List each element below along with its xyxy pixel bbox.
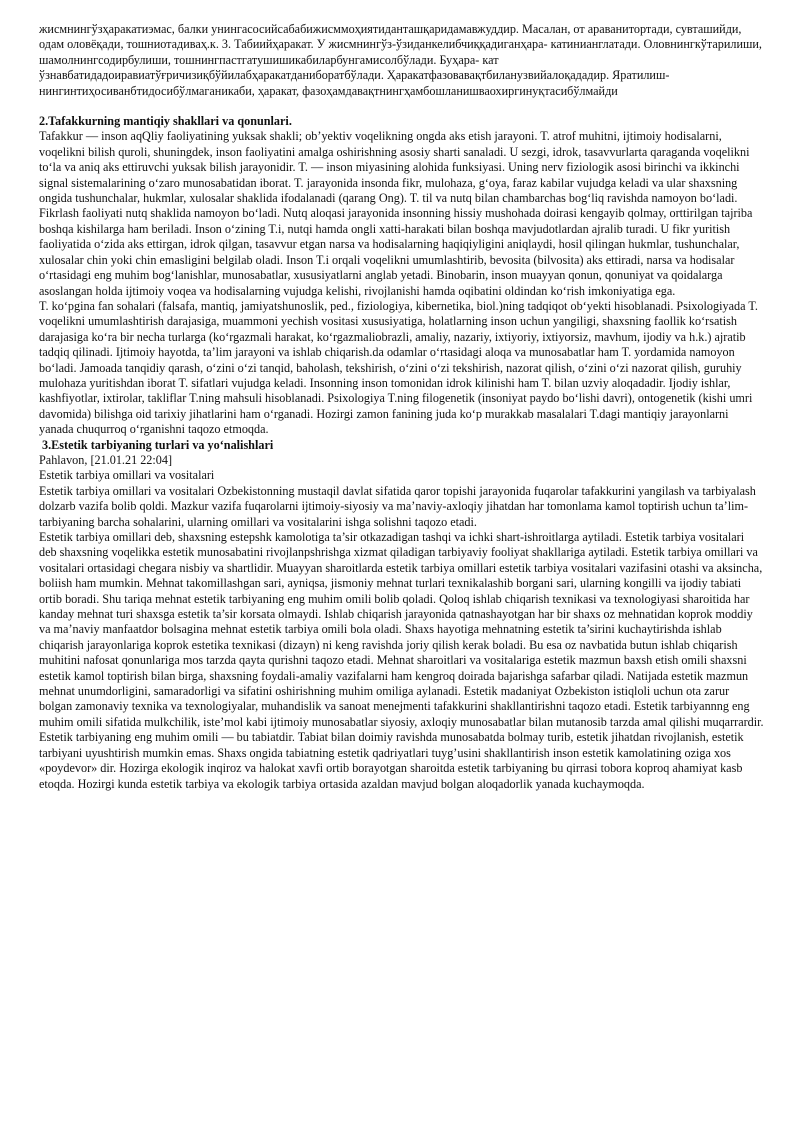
section-heading-estetik: 3.Estetik tarbiyaning turlari va yoʻnalishlari xyxy=(42,437,274,452)
estetik-paragraph-2: Estetik tarbiya omillari deb, shaxsning estepshk kamolotiga ta’sir otkazadigan tashqi va ichki shart-ishroitlarga aytiladi. Estetik tarbiya vositalari deb shaxsning voqelikka estetik munosabatini rivojlanpshrishga xizmat qiladigan tarbiyaviy fooliyat shakllariga aytiladi. Estetik tarbiya omillari va vositalari ortasidagi chegara nisbiy va shartlidir. Muayyan sharoitlarda estetik tarbiya omillari estetik tarbiya vositalari vazifasini otashi va aksincha, boliish ham mumkin. Mehnat takomillashgan sari, ayniqsa, jismoniy mehnat turlari texnikalashib borgani sari, ularning kongilli va ijodiy tabiati ortib boradi. Shu tariqa mehnat estetik tarbiyaning eng muhim omili bolib qoladi. Qoloq ishlab chiqarish texnikasi va texnologiyasi sharoitida har kanday mehnat turi shaxsga estetik ta’sir korsata olmaydi. Ishlab chiqarish jarayonida qatnashayotgan har bir shaxs oz mehnatidan koprok moddiy va ma’naviy manfaatdor bolsagina mehnat estetik tarbiya omili bola oladi. Shaxs hayotiga mehnatning estetik ta’sirini kuchaytirishda ishlab chiqarish jarayonlariga koprok estetika texnikasi (dizayn) ni keng ravishda joriy qilish kerak boladi. Bu esa oz navbatida butun ishlab chiqarish muhitini nafosat qonunlariga mos tarzda qayta qurishni taqozo etadi. Mehnat sharoitlari va vositalariga estetik mazmun baxsh etish omili shaxsni estetik kamol toptirish bilan birga, shaxsning foydali-amaliy vazifalarni ham kengroq doirada bajarishga safarbar qiladi. Natijada estetik mazmun mehnat unumdorligini, samaradorligi va sifatini oshirishning muhim omiliga aylanadi. Estetik madaniyat Ozbekiston istiqloli uchun ota zarur bolgan zamonaviy texnika va texnologiyalar, muhandislik va sanoat menejmenti tafakkurini shakllantirishni taqozo etadi. Estetik tarbiyannng eng muhim omili sifatida mulkchilik, iste’mol kabi ijtimoiy munosabatlar siyosiy, axloqiy munosabatlar bilan mutanosib tarzda amal qilishi muqarrardir. xyxy=(39,530,764,729)
tafakkur-paragraph-2: T. koʻpgina fan sohalari (falsafa, mantiq, jamiyatshunoslik, ped., fiziologiya, kibernetika, biol.)ning tadqiqot obʻyekti hisoblanadi. Psixologiyada T. voqelikni umumlashtirish darajasiga, muammoni yechish vositasi xususiyatiga, holatlarning inson uchun yangiligi, shaxsning faollik koʻrsatish darajasiga koʻra bir necha turlarga (koʻrgazmali harakat, koʻrgazmaliobrazli, amaliy, nazariy, ixtiyoriy, ixtiyorsiz, mavhum, ijodiy va h.k.) ajratib tadqiq qilinadi. Ijtimoiy hayotda, ta’lim jarayoni va ishlab chiqarish.da odamlar oʻrtasidagi aloqa va munosabatlar ham T. yordamida namoyon boʻladi. Jamoada tanqidiy qarash, oʻzini oʻzi tanqid, baholash, tekshirish, oʻzini oʻzi tekshirish, nazorat qilish, oʻzini oʻzi nazorat qilish, guruhiy mulohaza yuritishdan iborat T. sifatlari vujudga keladi. Insonning inson tomonidan idrok kilinishi ham T. bilan uzviy aloqadadir. Ijodiy ishlar, kashfiyotlar, ixtirolar, takliflar T.ning mahsuli hisoblanadi. Psixologiya T.ning filogenetik (insoniyat paydo boʻlishi davri), ontogenetik (kishi umri davomida) bilishga oid tarixiy jihatlarini ham oʻrganadi. Hozirgi zamon fanining juda koʻp murakkab masalalari T.dagi mantiqiy jarayonlarni yanada chuqurroq oʻrganishni taqozo etmoqda. xyxy=(39,298,758,437)
estetik-paragraph-3: Estetik tarbiyaning eng muhim omili — bu tabiatdir. Tabiat bilan doimiy ravishda munosabatda bolmay turib, estetik jihatdan rivojlanish, estetik tarbiyani uyushtirish mumkin emas. Shaxs ongida tabiatning estetik qadriyatlari tuyg’usini shakllantirish inson estetik kamolatining oziga xos «poydevor» dir. Hozirga ekologik inqiroz va halokat xavfi ortib borayotgan sharoitda estetik tarbiyaning bu qirrasi tobora koproq ahamiyat kasb etoqda. Hozirgi kunda estetik tarbiya va ekologik tarbiya ortasida azaldan mavjud bolgan aloqadorlik yanada kuchaymoqda. xyxy=(39,730,744,791)
tafakkur-paragraph-1: Tafakkur — inson aqQliy faoliyatining yuksak shakli; ob’yektiv voqelikning ongda aks etish jarayoni. T. atrof muhitni, ijtimoiy hodisalarni, voqelikni bilish quroli, shuningdek, inson faoliyatini amalga oshirishning asosiy sharti sanaladi. U sezgi, idrok, tasavvurlarta qaraganda voqelikni toʻla va aniq aks ettiruvchi yuksak bilish jarayonidir. T. — inson miyasining alohida funksiyasi. Uning nerv fiziologik asosi birinchi va ikkinchi signal sistemalarining oʻzaro munosabatidan iborat. T. jarayonida insonda fikr, mulohaza, gʻoya, faraz kabilar vujudga keladi va ular shaxsning ongida tushunchalar, hukmlar, xulosalar shaklida ifodalanadi (qarang Ong). T. til va nutq bilan chambarchas bogʻliq ravishda namoyon boʻladi. Fikrlash faoliyati nutq shaklida namoyon boʻladi. Nutq aloqasi jarayonida insonning hissiy mushohada doirasi kengayib qolmay, orttirilgan tajriba boshqa kishilarga ham beriladi. Inson oʻzining T.i, nutqi hamda ongli xatti-harakati bilan boshqa mavjudotlardan ajralib turadi. U fikr yuritish faoliyatida oʻzida aks ettirgan, idrok qilgan, tasavvur etgan narsa va hodisalarning haqiqiyligini aniqlaydi, hosil qilingan hukmlar, tushunchalar, xulosalar chin yoki chin emasligini belgilab oladi. Inson T.i orqali voqelikni umumlashtirib, bevosita (bilvosita) aks ettiradi, narsa va hodisalar oʻrtasidagi eng muhim bogʻlanishlar, munosabatlar, xususiyatlarni anglab yetadi. Binobarin, inson muayyan qonun, qonuniyat va qoidalarga asoslangan holda ijtimoiy voqea va hodisalarning vujudga kelishi, rivojlanishi hamda oqibatini oldindan koʻrish imkoniyatiga ega. xyxy=(39,129,753,298)
estetik-subtitle: Estetik tarbiya omillari va vositalari xyxy=(39,468,215,483)
intro-paragraph: жисмнингўзҳаракатиэмас, балки унингасосийсабабижисммоҳиятиданташқаридамавжуддир. Масалан, от араванитортади, сувташийди, одам оловёқади, тошниотадиваҳ.к. 3. Табиийҳаракат. У жисмнингўз-ўзиданкелибчиққадиганҳара- катинианглатади. Оловнингкўтарилиши, шамолнингсодирбулиши, тошнингпастгатушишикабиларбунгамисолбўлади. Буҳара- кат ўзнавбатидадоиравиатўғричизиқбўйилабҳаракатданиборатбўлади. Ҳаракатфазовавақтбиланузвийалоқададир. Яратилиш-нингинтиҳосиванбтидосибўлмаганикаби, ҳаракат, фазоҳамдавақтнингҳамбошланишваохиргинуқтасибўлмайди xyxy=(39,22,762,98)
section-heading-tafakkur: 2.Tafakkurning mantiqiy shakllari va qonunlari. xyxy=(39,114,292,129)
estetik-paragraph-1: Estetik tarbiya omillari va vositalari Ozbekistonning mustaqil davlat sifatida qaror topishi jarayonida fuqarolar tafakkurini yangilash va tarbiyalash dolzarb vazifa bolib qoldi. Mazkur vazifa fuqarolarni ijtimoiy-siyosiy va ma’naviy-axloqiy jihatdan har tomonlama kamol toptirish uchun ta’lim-tarbiyaning barcha sohalarini, ularning omillari va vositalarini ishga solishni taqozo etadi. xyxy=(39,483,756,529)
message-meta: Pahlavon, [21.01.21 22:04] xyxy=(39,452,173,467)
section-gap xyxy=(39,99,764,114)
